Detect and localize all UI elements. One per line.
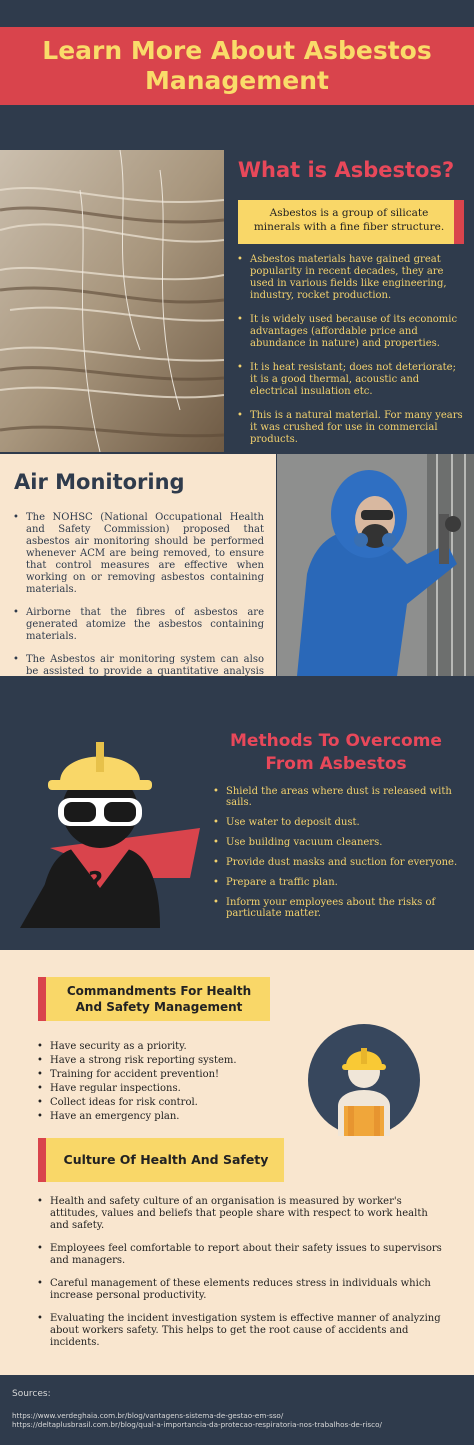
list-item: • Collect ideas for risk control. [36, 1096, 276, 1110]
culture-list [36, 1196, 446, 1360]
methods-heading: Methods To Overcome From Asbestos [230, 731, 442, 774]
list-item: • Have regular inspections. [36, 1082, 276, 1096]
list-item: • Use building vacuum cleaners. [212, 837, 462, 848]
what-is-asbestos-section [0, 130, 474, 452]
hard-hat-worker-icon [308, 1024, 420, 1136]
page-title: Learn More About Asbestos Management [42, 36, 432, 95]
commandments-heading: Commandments For Health And Safety Management [66, 984, 252, 1014]
air-monitoring-panel [0, 454, 276, 676]
list-item: • Have an emergency plan. [36, 1110, 276, 1124]
list-item: • Employees feel comfortable to report about their safety issues to supervisors and managers. [36, 1243, 446, 1267]
air-monitoring-section [0, 452, 474, 678]
definition-text: Asbestos is a group of silicate minerals with a fine fiber structure. [253, 207, 445, 233]
list-item: • Airborne that the fibres of asbestos are generated atomize the asbestos containing materials. [12, 607, 264, 643]
definition-box [238, 200, 464, 244]
list-item: • Prepare a traffic plan. [212, 877, 462, 888]
protective-suit-worker-photo [277, 454, 474, 676]
list-item: • It is heat resistant; does not deteriorate; it is a good thermal, acoustic and electrical insulation etc. [236, 362, 466, 398]
svg-text:?: ? [88, 867, 104, 897]
culture-heading: Culture Of Health And Safety [63, 1152, 269, 1167]
list-item: • Provide dust masks and suction for everyone. [212, 857, 462, 868]
list-item: • Have a strong risk reporting system. [36, 1054, 276, 1068]
what-is-asbestos-heading: What is Asbestos? [237, 158, 455, 182]
title-band [0, 0, 474, 130]
list-item: • Inform your employees about the risks of particulate matter. [212, 897, 462, 919]
methods-list [212, 786, 462, 928]
list-item: • The NOHSC (National Occupational Health and Safety Commission) proposed that asbestos air monitoring should be performed whenever ACM are being removed, to ensure that control measures are effective when working on or removing asbestos containing materials. [12, 512, 264, 596]
source-link[interactable]: https://www.verdeghaia.com.br/blog/vantagens-sistema-de-gestao-em-sso/ [12, 1411, 284, 1420]
list-item: • Health and safety culture of an organisation is measured by worker's attitudes, values and beliefs that people share with respect to work health and safety. [36, 1196, 446, 1232]
health-safety-section [0, 950, 474, 1375]
list-item: • It is widely used because of its economic advantages (affordable price and abundance in nature) and properties. [236, 314, 466, 350]
superhero-worker-illustration [10, 728, 210, 928]
asbestos-facts-list [236, 254, 466, 458]
list-item: • Training for accident prevention! [36, 1068, 276, 1082]
list-item: • Evaluating the incident investigation system is effective manner of analyzing about workers safety. This helps to get the root cause of accidents and incidents. [36, 1313, 446, 1349]
sources-footer [0, 1375, 474, 1445]
methods-section [0, 678, 474, 950]
commandments-heading-tag [38, 977, 270, 1021]
list-item: • Asbestos materials have gained great popularity in recent decades, they are used in various fields like engineering, industry, rocket production. [236, 254, 466, 302]
list-item: • Use water to deposit dust. [212, 817, 462, 828]
list-item: • Shield the areas where dust is released with sails. [212, 786, 462, 808]
list-item: • Careful management of these elements reduces stress in individuals which increase personal productivity. [36, 1278, 446, 1302]
culture-heading-tag [38, 1138, 284, 1182]
list-item: • The Asbestos air monitoring system can also be assisted to provide a quantitative analysis [12, 654, 264, 690]
source-link[interactable]: https://deltaplusbrasil.com.br/blog/qual-a-importancia-da-protecao-respiratoria-nos-trabalhos-de-risco/ [12, 1420, 382, 1429]
air-monitoring-list [12, 512, 264, 701]
air-monitoring-heading: Air Monitoring [14, 470, 185, 494]
asbestos-fiber-photo [0, 150, 224, 452]
list-item: • This is a natural material. For many years it was crushed for use in commercial products. [236, 410, 466, 446]
commandments-list [36, 1040, 276, 1124]
list-item: • Have security as a priority. [36, 1040, 276, 1054]
sources-label: Sources: [12, 1389, 51, 1399]
